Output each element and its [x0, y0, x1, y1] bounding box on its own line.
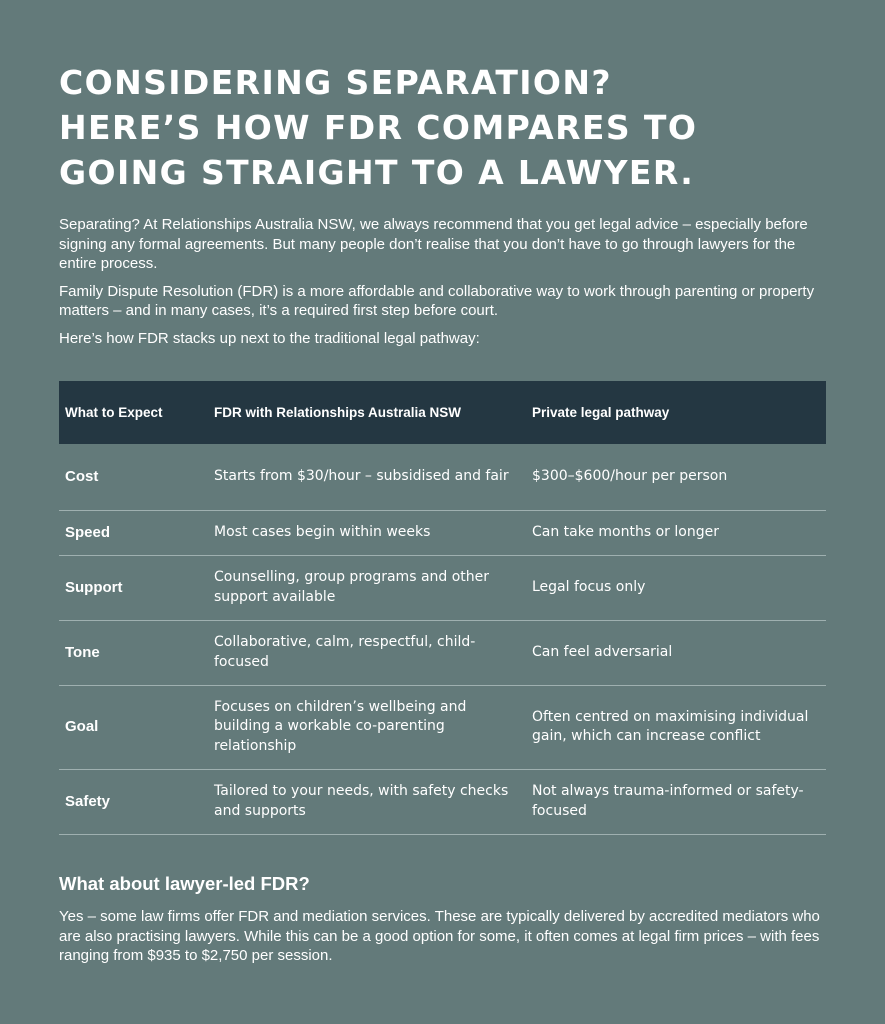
legal-cell: Can take months or longer [526, 510, 826, 555]
headline-line-1: CONSIDERING SEPARATION? [59, 63, 612, 102]
row-label: Goal [59, 685, 208, 769]
row-label: Speed [59, 510, 208, 555]
table-row-cost [59, 444, 826, 510]
lawyer-led-heading: What about lawyer-led FDR? [59, 873, 310, 894]
page-headline [59, 60, 826, 195]
headline-line-3: GOING STRAIGHT TO A LAWYER. [59, 153, 695, 192]
row-label: Support [59, 555, 208, 620]
intro-paragraph-3: Here’s how FDR stacks up next to the traditional legal pathway: [59, 329, 480, 347]
intro-text [59, 215, 826, 348]
lawyer-led-body: Yes – some law firms offer FDR and mediation services. These are typically delivered by accredited mediators who are also practising lawyers. While this can be a good option for some, it often comes at legal firm prices – with fees ranging from $935 to $2,750 per session. [59, 908, 820, 964]
table-row-speed [59, 510, 826, 555]
fdr-cell: Counselling, group programs and other support available [208, 555, 526, 620]
legal-cell: $300–$600/hour per person [526, 444, 826, 510]
table-row-safety [59, 769, 826, 834]
row-label: Cost [59, 444, 208, 510]
header-private-legal: Private legal pathway [526, 381, 826, 444]
comparison-table [59, 381, 826, 835]
legal-cell: Can feel adversarial [526, 620, 826, 685]
fdr-cell: Collaborative, calm, respectful, child-focused [208, 620, 526, 685]
legal-cell: Legal focus only [526, 555, 826, 620]
fdr-cell: Most cases begin within weeks [208, 510, 526, 555]
intro-paragraph-2: Family Dispute Resolution (FDR) is a more affordable and collaborative way to work through parenting or property matters – and in many cases, it’s a required first step before court. [59, 282, 815, 319]
legal-cell: Not always trauma-informed or safety-focused [526, 769, 826, 834]
fdr-cell: Starts from $30/hour – subsidised and fair [208, 444, 526, 510]
table-row-support [59, 555, 826, 620]
headline-line-2: HERE’S HOW FDR COMPARES TO [59, 108, 698, 147]
row-label: Tone [59, 620, 208, 685]
row-label: Safety [59, 769, 208, 834]
page [59, 60, 826, 964]
fdr-cell: Tailored to your needs, with safety checks and supports [208, 769, 526, 834]
legal-cell: Often centred on maximising individual gain, which can increase conflict [526, 685, 826, 769]
table-header-row [59, 381, 826, 444]
header-what-to-expect: What to Expect [59, 381, 208, 444]
table-row-tone [59, 620, 826, 685]
fdr-cell: Focuses on children’s wellbeing and building a workable co-parenting relationship [208, 685, 526, 769]
header-fdr: FDR with Relationships Australia NSW [208, 381, 526, 444]
intro-paragraph-1: Separating? At Relationships Australia NSW, we always recommend that you get legal advice – especially before signing any formal agreements. But many people don’t realise that you don’t have to go through lawyers for the entire process. [59, 216, 808, 272]
table-row-goal [59, 685, 826, 769]
